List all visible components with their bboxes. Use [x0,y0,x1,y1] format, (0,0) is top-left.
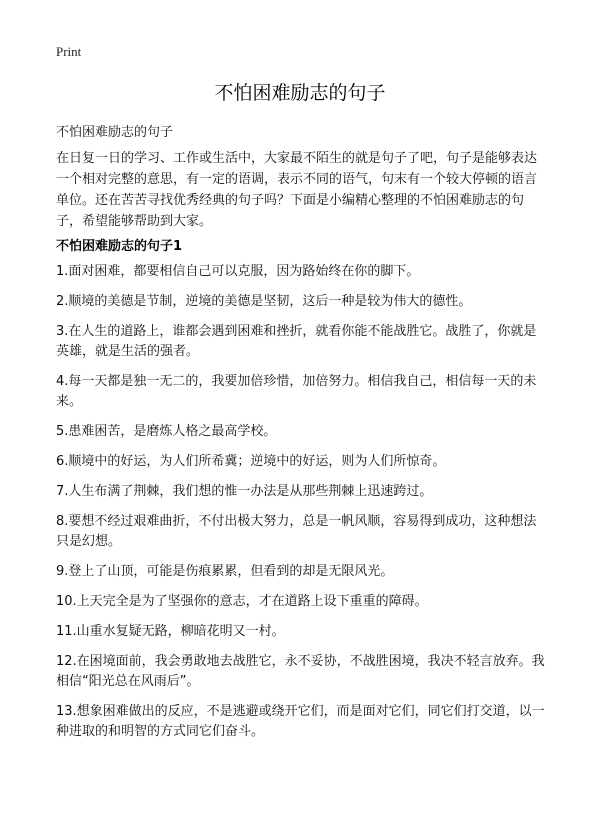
list-item: 2.顺境的美德是节制，逆境的美德是坚韧，这后一种是较为伟大的德性。 [56,294,472,309]
list-item: 7.人生布满了荆棘，我们想的惟一办法是从那些荆棘上迅速跨过。 [56,484,433,499]
list-item: 12.在困境面前，我会勇敢地去战胜它，永不妥协，不战胜困境，我决不轻言放弃。我相信“阳光总在风雨后”。 [56,654,545,689]
list-item: 11.山重水复疑无路，柳暗花明又一村。 [56,624,285,639]
list-item: 8.要想不经过艰难曲折，不付出极大努力，总是一帆风顺，容易得到成功，这种想法只是幻想。 [56,514,537,549]
list-item: 5.患难困苦，是磨炼人格之最高学校。 [56,424,277,439]
list-item: 10.上天完全是为了坚强你的意志，才在道路上设下重重的障碍。 [56,594,428,609]
list-item: 9.登上了山顶，可能是伤痕累累，但看到的却是无限风光。 [56,564,394,579]
list-item: 3.在人生的道路上，谁都会遇到困难和挫折，就看你能不能战胜它。战胜了，你就是英雄，就是生活的强者。 [56,324,537,359]
list-item: 4.每一天都是独一无二的，我要加倍珍惜，加倍努力。相信我自己，相信每一天的未来。 [56,374,537,409]
list-item: 1.面对困难，都要相信自己可以克服，因为路始终在你的脚下。 [56,264,420,279]
intro-paragraph: 在日复一日的学习、工作或生活中，大家最不陌生的就是句子了吧，句子是能够表达一个相对完整的意思，有一定的语调，表示不同的语气，句末有一个较大停顿的语言单位。还在苦苦寻找优秀经典的句子吗？下面是小编精心整理的不怕困难励志的句子，希望能够帮助到大家。 [56,151,538,229]
section-heading: 不怕困难励志的句子1 [56,239,183,254]
article-subtitle: 不怕困难励志的句子 [56,125,174,140]
quote-list [56,262,546,752]
list-item: 6.顺境中的好运，为人们所希冀；逆境中的好运，则为人们所惊奇。 [56,454,446,469]
print-link[interactable]: Print [56,44,82,59]
page-title: 不怕困难励志的句子 [214,82,386,104]
list-item: 13.想象困难做出的反应，不是逃避或绕开它们，而是面对它们，同它们打交道，以一种进取的和明智的方式同它们奋斗。 [56,704,545,739]
